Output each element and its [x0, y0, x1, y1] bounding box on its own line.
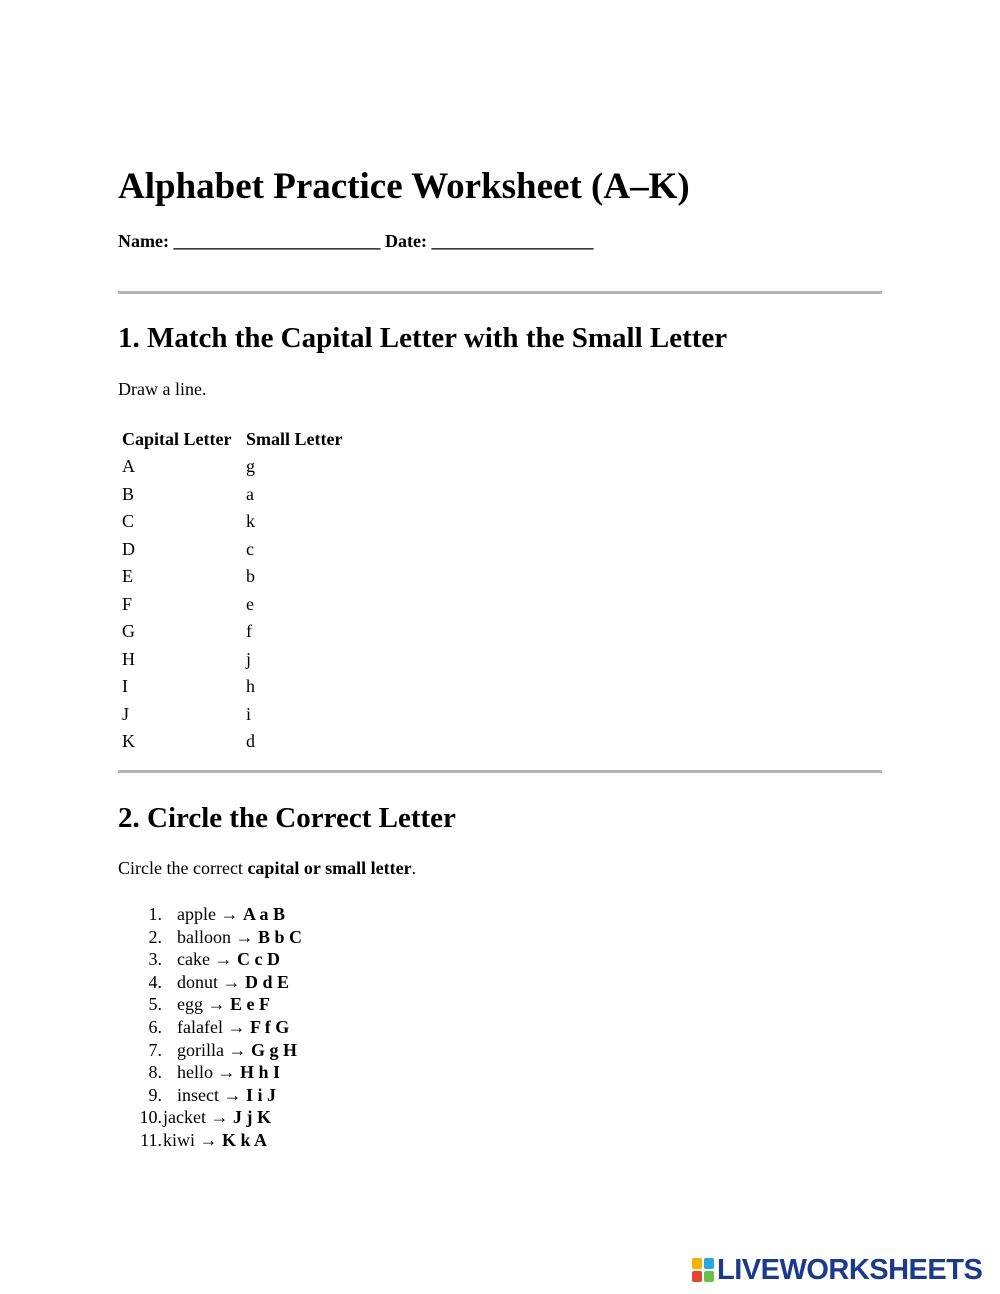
arrow-icon: →	[207, 994, 226, 1015]
list-item	[118, 1061, 302, 1084]
arrow-icon: →	[228, 1039, 247, 1060]
small-letter-cell[interactable]: k	[246, 511, 255, 532]
item-word: hello	[177, 1062, 213, 1083]
liveworksheets-logo-icon	[692, 1258, 714, 1282]
section-1-instruction: Draw a line.	[118, 379, 207, 399]
capital-letter-cell[interactable]: J	[122, 703, 130, 724]
capital-letter-cell[interactable]: H	[122, 648, 135, 669]
letter-choices[interactable]: B b C	[258, 926, 303, 947]
table-header-row	[118, 426, 345, 453]
item-word: balloon	[177, 926, 231, 947]
item-word: falafel	[177, 1016, 223, 1037]
letter-choices[interactable]: D d E	[245, 971, 290, 992]
list-item	[118, 1129, 302, 1152]
list-item	[118, 1039, 302, 1062]
capital-letter-cell[interactable]: I	[122, 676, 128, 697]
small-letter-cell[interactable]: d	[246, 731, 255, 752]
item-word: kiwi	[163, 1129, 196, 1150]
divider	[118, 770, 882, 773]
circle-letter-list	[118, 903, 302, 1152]
letter-choices[interactable]: J j K	[232, 1107, 271, 1128]
item-number: 11.	[140, 1129, 162, 1150]
capital-letter-cell[interactable]: E	[122, 566, 133, 587]
table-row	[118, 673, 345, 701]
list-item	[118, 948, 302, 971]
table-row	[118, 646, 345, 674]
arrow-icon: →	[223, 1084, 242, 1105]
item-word: cake	[177, 949, 210, 970]
table-row	[118, 563, 345, 591]
small-letter-cell[interactable]: h	[246, 676, 255, 697]
letter-choices[interactable]: I i J	[246, 1084, 277, 1105]
arrow-icon: →	[199, 1129, 218, 1150]
table-row	[118, 618, 345, 646]
divider	[118, 291, 882, 294]
capital-letter-cell[interactable]: D	[122, 538, 135, 559]
table-row	[118, 728, 345, 756]
item-number: 10.	[139, 1107, 162, 1128]
item-word: insect	[177, 1084, 219, 1105]
list-item	[118, 926, 302, 949]
item-number: 4.	[148, 971, 162, 992]
capital-letter-cell[interactable]: C	[122, 511, 135, 532]
letter-choices[interactable]: F f G	[249, 1016, 290, 1037]
instruction-period: .	[411, 858, 417, 878]
item-number: 1.	[148, 904, 162, 924]
capital-letter-cell[interactable]: G	[122, 621, 135, 642]
letter-choices[interactable]: H h I	[240, 1062, 281, 1083]
arrow-icon: →	[222, 971, 241, 992]
page-title: Alphabet Practice Worksheet (A–K)	[118, 166, 690, 207]
instruction-text: Circle the correct	[118, 858, 248, 878]
capital-letter-cell[interactable]: K	[122, 731, 135, 752]
table-row	[118, 591, 345, 619]
list-item	[118, 903, 302, 926]
item-number: 8.	[148, 1062, 162, 1083]
small-letter-cell[interactable]: c	[246, 538, 254, 559]
arrow-icon: →	[214, 949, 233, 970]
small-letter-cell[interactable]: e	[246, 593, 254, 614]
arrow-icon: →	[227, 1016, 246, 1037]
list-item	[118, 1106, 302, 1129]
arrow-icon: →	[235, 926, 254, 947]
item-number: 3.	[148, 949, 162, 970]
list-item	[118, 1084, 302, 1107]
table-row	[118, 536, 345, 564]
letter-choices[interactable]: K k A	[222, 1129, 268, 1150]
letter-choices[interactable]: E e F	[230, 994, 270, 1015]
column-header-small: Small Letter	[246, 429, 343, 449]
item-word: egg	[177, 994, 203, 1015]
small-letter-cell[interactable]: b	[246, 566, 255, 587]
letter-choices[interactable]: A a B	[242, 904, 285, 924]
arrow-icon: →	[210, 1107, 229, 1128]
column-header-capital: Capital Letter	[122, 429, 232, 449]
arrow-icon: →	[220, 904, 239, 924]
list-item	[118, 993, 302, 1016]
item-word: jacket	[163, 1107, 206, 1128]
letter-choices[interactable]: C c D	[236, 949, 280, 970]
small-letter-cell[interactable]: f	[246, 621, 252, 642]
name-date-line: Name: _______________________ Date: __________________	[118, 231, 594, 251]
capital-letter-cell[interactable]: A	[122, 456, 135, 477]
letter-choices[interactable]: G g H	[251, 1039, 298, 1060]
section-1-heading: 1. Match the Capital Letter with the Small Letter	[118, 322, 728, 354]
small-letter-cell[interactable]: a	[246, 483, 254, 504]
item-number: 9.	[148, 1084, 162, 1105]
item-word: donut	[177, 971, 219, 992]
small-letter-cell[interactable]: j	[246, 648, 252, 669]
list-item	[118, 971, 302, 994]
item-number: 2.	[148, 926, 162, 947]
item-number: 6.	[148, 1016, 162, 1037]
table-row	[118, 508, 345, 536]
capital-letter-cell[interactable]: F	[122, 593, 133, 614]
liveworksheets-brand[interactable]	[692, 1255, 982, 1285]
item-number: 5.	[148, 994, 162, 1015]
table-row	[118, 701, 345, 729]
arrow-icon: →	[217, 1062, 236, 1083]
brand-name: LIVEWORKSHEETS	[717, 1253, 983, 1286]
table-row	[118, 453, 345, 481]
capital-letter-cell[interactable]: B	[122, 483, 135, 504]
small-letter-cell[interactable]: g	[246, 456, 255, 477]
list-item	[118, 1016, 302, 1039]
item-word: apple	[177, 904, 216, 924]
instruction-emphasis: capital or small letter	[247, 858, 412, 878]
item-number: 7.	[148, 1039, 162, 1060]
item-word: gorilla	[177, 1039, 224, 1060]
section-2-instruction	[118, 858, 416, 879]
table-row	[118, 481, 345, 509]
small-letter-cell[interactable]: i	[246, 703, 252, 724]
section-2-heading: 2. Circle the Correct Letter	[118, 802, 456, 834]
matching-table	[118, 426, 345, 756]
